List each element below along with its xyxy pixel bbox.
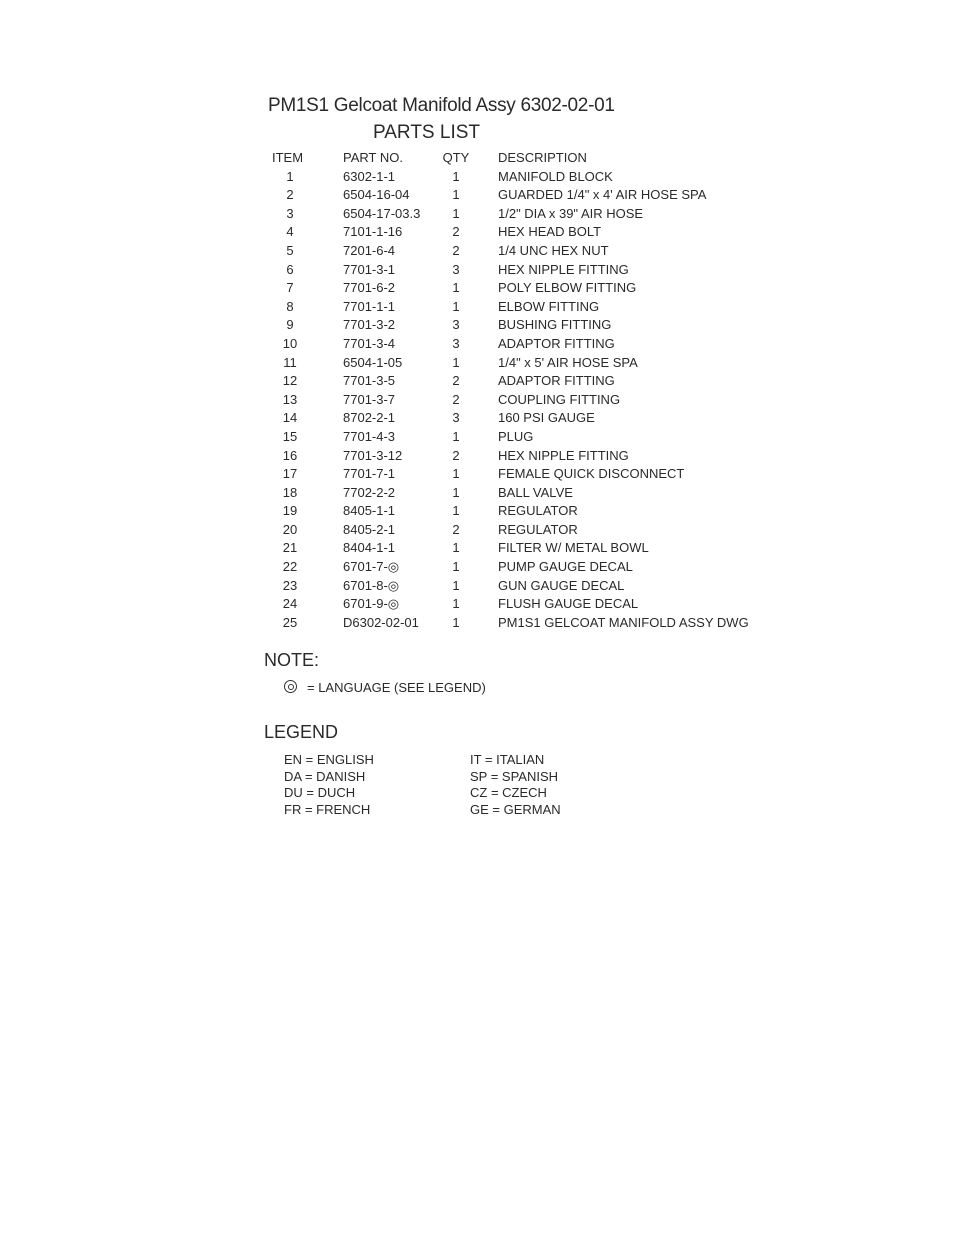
part-no-cell: D6302-02-01 <box>343 614 419 630</box>
qty-cell: 1 <box>452 205 460 221</box>
qty-cell: 1 <box>452 168 460 184</box>
item-cell: 4 <box>286 224 294 240</box>
legend-entry: FR = FRENCH <box>284 801 371 817</box>
description-cell: GUARDED 1/4" x 4' AIR HOSE SPA <box>498 187 707 203</box>
part-no-cell: 6701-7-◎ <box>343 559 400 575</box>
legend-entry: IT = ITALIAN <box>470 752 545 767</box>
part-no-cell: 7702-2-2 <box>343 484 396 500</box>
item-cell: 13 <box>282 391 298 407</box>
qty-cell: 1 <box>452 484 460 500</box>
item-cell: 6 <box>286 261 294 277</box>
part-no-cell: 8405-1-1 <box>343 503 396 519</box>
qty-cell: 3 <box>452 261 460 277</box>
legend-entry: DA = DANISH <box>284 768 366 784</box>
part-no-cell: 7701-3-4 <box>343 335 396 351</box>
legend-entry: DU = DUCH <box>284 785 356 800</box>
item-cell: 12 <box>282 373 298 389</box>
part-no-cell: 8404-1-1 <box>343 540 396 556</box>
item-cell: 1 <box>286 168 294 184</box>
description-cell: BALL VALVE <box>498 484 573 500</box>
header-qty: QTY <box>442 150 470 165</box>
part-no-cell: 7701-3-12 <box>343 447 403 463</box>
description-cell: REGULATOR <box>498 521 578 537</box>
item-cell: 23 <box>282 577 298 593</box>
description-cell: BUSHING FITTING <box>498 317 612 333</box>
description-cell: HEX NIPPLE FITTING <box>498 261 629 277</box>
item-cell: 14 <box>282 410 298 426</box>
part-no-cell: 6701-9-◎ <box>343 596 400 612</box>
item-cell: 17 <box>282 466 298 482</box>
header-item: ITEM <box>272 150 304 165</box>
qty-cell: 2 <box>452 391 460 407</box>
part-no-cell: 6302-1-1 <box>343 168 396 184</box>
note-line <box>284 680 486 695</box>
qty-cell: 1 <box>452 428 460 444</box>
item-cell: 22 <box>282 559 298 575</box>
part-no-cell: 8702-2-1 <box>343 410 396 426</box>
item-cell: 15 <box>282 428 298 444</box>
item-cell: 10 <box>282 335 298 351</box>
part-no-cell: 6504-16-04 <box>343 187 410 203</box>
qty-cell: 1 <box>452 503 460 519</box>
item-cell: 11 <box>283 354 297 370</box>
description-cell: GUN GAUGE DECAL <box>498 577 625 593</box>
parts-list-heading: PARTS LIST <box>373 122 480 143</box>
qty-cell: 3 <box>452 335 460 351</box>
part-no-cell: 6701-8-◎ <box>343 577 400 593</box>
description-cell: PM1S1 GELCOAT MANIFOLD ASSY DWG <box>498 614 749 630</box>
legend-entry: SP = SPANISH <box>470 768 559 784</box>
qty-cell: 1 <box>452 596 460 612</box>
item-cell: 7 <box>286 280 294 296</box>
description-cell: ELBOW FITTING <box>498 298 600 314</box>
part-no-cell: 8405-2-1 <box>343 521 396 537</box>
qty-cell: 1 <box>452 559 460 575</box>
item-cell: 8 <box>286 298 294 314</box>
qty-cell: 3 <box>452 410 460 426</box>
header-description: DESCRIPTION <box>498 150 587 165</box>
part-no-cell: 7701-1-1 <box>343 298 396 314</box>
item-cell: 16 <box>282 447 298 463</box>
legend-entry: GE = GERMAN <box>470 801 561 817</box>
part-no-cell: 7701-3-2 <box>343 317 396 333</box>
part-no-cell: 7101-1-16 <box>343 224 403 240</box>
item-cell: 3 <box>286 205 294 221</box>
qty-cell: 3 <box>452 317 460 333</box>
description-cell: PUMP GAUGE DECAL <box>498 559 633 575</box>
description-cell: FEMALE QUICK DISCONNECT <box>498 466 685 482</box>
description-cell: HEX HEAD BOLT <box>498 224 602 240</box>
qty-cell: 1 <box>452 466 460 482</box>
qty-cell: 2 <box>452 521 460 537</box>
qty-cell: 1 <box>452 540 460 556</box>
legend-column-left <box>284 752 374 818</box>
header-part-no: PART NO. <box>343 150 403 165</box>
description-cell: REGULATOR <box>498 503 578 519</box>
description-cell: FLUSH GAUGE DECAL <box>498 596 639 612</box>
qty-cell: 1 <box>452 577 460 593</box>
qty-cell: 2 <box>452 242 460 258</box>
part-no-cell: 7701-4-3 <box>343 428 396 444</box>
document-title: PM1S1 Gelcoat Manifold Assy 6302-02-01 <box>268 95 615 116</box>
description-cell: 1/4 UNC HEX NUT <box>498 242 609 258</box>
description-cell: COUPLING FITTING <box>498 391 621 407</box>
part-no-cell: 7701-7-1 <box>343 466 396 482</box>
description-cell: MANIFOLD BLOCK <box>498 168 613 184</box>
part-no-cell: 7701-3-1 <box>343 261 396 277</box>
part-no-cell: 7701-3-5 <box>343 373 396 389</box>
qty-cell: 2 <box>452 373 460 389</box>
part-no-cell: 6504-17-03.3 <box>343 205 421 221</box>
part-no-cell: 7701-3-7 <box>343 391 396 407</box>
item-cell: 19 <box>282 503 298 519</box>
part-no-cell: 6504-1-05 <box>343 354 403 370</box>
legend-entry: CZ = CZECH <box>470 785 547 800</box>
qty-cell: 1 <box>452 354 460 370</box>
description-cell: 1/4" x 5' AIR HOSE SPA <box>498 354 638 370</box>
description-cell: ADAPTOR FITTING <box>498 335 615 351</box>
note-heading: NOTE: <box>264 650 320 670</box>
qty-cell: 2 <box>452 447 460 463</box>
description-cell: ADAPTOR FITTING <box>498 373 615 389</box>
description-cell: HEX NIPPLE FITTING <box>498 447 629 463</box>
item-cell: 20 <box>282 521 298 537</box>
legend-heading: LEGEND <box>264 722 339 742</box>
legend-column-right <box>470 752 561 818</box>
item-cell: 18 <box>282 484 298 500</box>
qty-cell: 1 <box>452 187 460 203</box>
description-cell: 1/2" DIA x 39" AIR HOSE <box>498 205 644 221</box>
description-cell: FILTER W/ METAL BOWL <box>498 540 649 556</box>
description-cell: 160 PSI GAUGE <box>498 410 595 426</box>
note-text: = LANGUAGE (SEE LEGEND) <box>307 680 486 695</box>
item-cell: 25 <box>282 614 298 630</box>
item-cell: 24 <box>282 596 298 612</box>
qty-cell: 2 <box>452 224 460 240</box>
description-cell: PLUG <box>498 428 534 444</box>
qty-cell: 1 <box>452 614 460 630</box>
item-cell: 21 <box>282 540 298 556</box>
item-cell: 9 <box>286 317 294 333</box>
legend-entry: EN = ENGLISH <box>284 752 374 767</box>
part-no-cell: 7701-6-2 <box>343 280 396 296</box>
qty-cell: 1 <box>452 280 460 296</box>
item-cell: 5 <box>286 242 294 258</box>
part-no-cell: 7201-6-4 <box>343 242 396 258</box>
item-cell: 2 <box>286 187 294 203</box>
qty-cell: 1 <box>452 298 460 314</box>
language-symbol-icon <box>284 680 297 693</box>
description-cell: POLY ELBOW FITTING <box>498 280 637 296</box>
